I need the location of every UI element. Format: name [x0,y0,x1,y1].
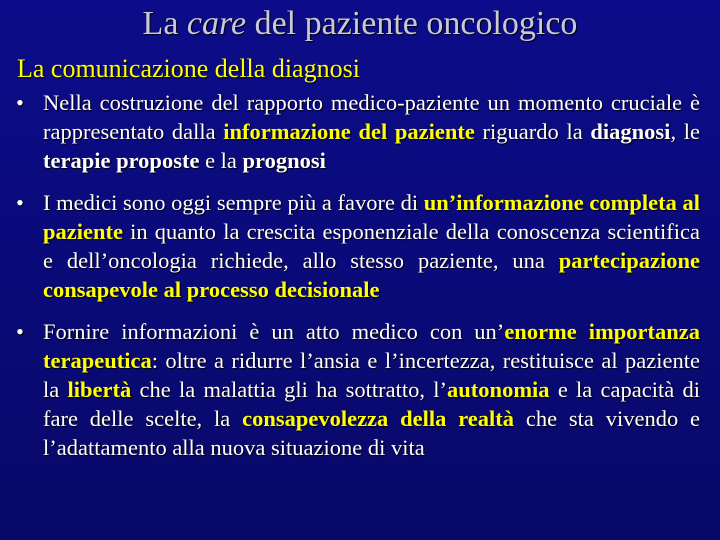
bullet-text-segment: che sta vivendo e l’adattamento alla nuova situazione di vita [43,406,701,460]
highlighted-phrase: enorme importanza terapeutica [43,319,701,373]
bullet-text-segment: che la malattia gli ha sottratto, l’ [131,377,448,402]
highlighted-phrase: autonomia [447,377,550,402]
emphasized-phrase: diagnosi [590,119,671,144]
highlighted-phrase: consapevolezza della realtà [242,406,515,431]
bullet-item [16,188,700,304]
bullet-text-segment: Nella costruzione del rapporto medico-paziente un momento cruciale è rappresentato dalla [43,90,700,144]
bullet-text-segment: e la [199,148,243,173]
bullet-item [16,88,700,175]
section-heading: La comunicazione della diagnosi [17,54,360,83]
slide-title [0,0,720,48]
highlighted-phrase: libertà [67,377,132,402]
bullet-list [16,88,700,462]
highlighted-phrase: un’informazione completa al paziente [43,190,700,244]
bullet-text-segment: I medici sono oggi sempre più a favore di [43,190,424,215]
title-part-italic: care [186,5,247,42]
bullet-text [43,319,700,460]
emphasized-phrase: prognosi [242,148,326,173]
bullet-text [43,190,700,302]
emphasized-phrase: terapie proposte [43,148,200,173]
bullet-marker: • [16,190,24,215]
bullet-text-segment: Fornire informazioni è un atto medico con un’ [43,319,505,344]
highlighted-phrase: informazione del paziente [223,119,475,144]
bullet-marker: • [16,90,24,115]
highlighted-phrase: partecipazione consapevole al processo decisionale [43,248,700,302]
title-part-1: La [142,5,187,42]
bullet-item [16,317,700,462]
bullet-text-segment: riguardo la [474,119,591,144]
bullet-text-segment: e la capacità di fare delle scelte, la [43,377,700,431]
bullet-text-segment: in quanto la crescita esponenziale della conoscenza scientifica e dell’oncologia richiede, allo stesso paziente, una [43,219,700,273]
bullet-text [43,90,700,173]
title-part-3: del paziente oncologico [246,5,578,42]
bullet-marker: • [16,319,24,344]
bullet-text-segment: , le [670,119,700,144]
bullet-text-segment: : oltre a ridurre l’ansia e l’incertezza, restituisce al paziente la [43,348,700,402]
